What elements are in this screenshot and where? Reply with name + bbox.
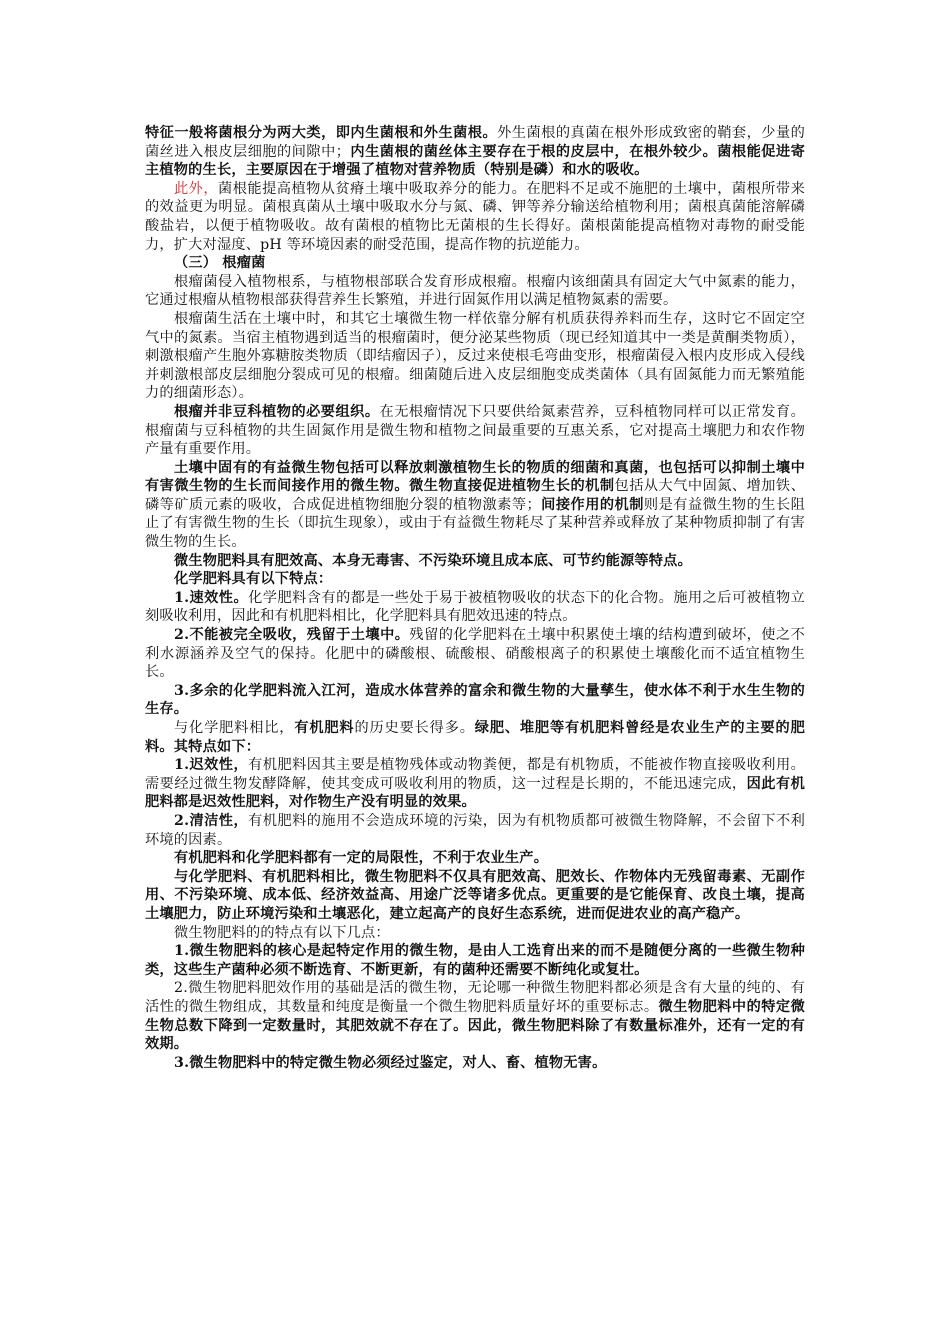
- paragraph-nodule: [145, 403, 805, 459]
- paragraph-rhizobia-life: 根瘤菌生活在土壤中时，和其它土壤微生物一样依靠分解有机质获得养料而生存，这时它不固定空气中的氮素。当宿主植物遇到适当的根瘤菌时，便分泌某些物质（现已经知道其中一类是黄酮类物质），刺激根瘤产生胞外寡糖胺类物质（即结瘤因子），反过来使根毛弯曲变形，根瘤菌侵入根内皮形成入侵线并刺激根部皮层细胞分裂成可见的根瘤。细菌随后进入皮层细胞变成类菌体（具有固氮能力而无繁殖能力的细菌形态）。: [145, 310, 805, 402]
- paragraph-mycorrhiza-benefits: [145, 180, 805, 254]
- bold-text: 土壤中固有的有益微生物包括可以释放刺激植物生长的物质的细菌和真菌，也包括可以抑制土壤中有害微生物的生长而间接作用的微生物。微生物直接促进植物生长的机制: [145, 459, 805, 495]
- body-text: 包括从大气中固氮、增加铁、磷等矿质元素的吸收，合成促进植物细胞分裂的植物激素等；: [145, 478, 805, 513]
- bold-text: 根瘤并非豆科植物的必要组织。: [174, 403, 380, 420]
- body-text: 的历史要长得多。: [354, 720, 475, 736]
- bold-text: 1.速效性。: [174, 589, 249, 606]
- bold-text: 微生物肥料中的特定微生物总数下降到一定数量时，其肥效就不存在了。因此，微生物肥料除了有数量标准外，还有一定的有效期。: [145, 998, 805, 1053]
- body-text: 与化学肥料相比，: [174, 720, 295, 736]
- paragraph-chemical-fertilizer-title: 化学肥料具有以下特点：: [174, 571, 333, 588]
- highlight-text: 此外，: [174, 180, 219, 197]
- bold-text: 2.清洁性，: [174, 812, 249, 829]
- body-text: 2.微生物肥料肥效作用的基础是活的微生物，无论哪一种微生物肥料都必须是含有大量的纯的、有活性的微生物组成，其数量和纯度是衡量一个微生物肥料质量好坏的重要标志。: [145, 980, 805, 1015]
- bold-text: 1.迟效性，: [174, 757, 249, 774]
- bold-text: 内生菌根的菌丝体主要存在于根的皮层中，在根外较少。菌根能促进寄主植物的生长，主要原因在于增强了植物对营养物质（特别是磷）和水的吸收。: [145, 143, 805, 179]
- paragraph-limitations: 有机肥料和化学肥料都有一定的局限性，不利于农业生产。: [174, 850, 549, 867]
- section-heading: （三） 根瘤菌: [174, 255, 266, 272]
- paragraph-chem-point-2: [145, 626, 805, 682]
- paragraph-microbial-point-2: [145, 979, 805, 1053]
- paragraph-organic-point-1: [145, 756, 805, 812]
- paragraph-mycorrhiza-types: [145, 124, 805, 180]
- body-text: 菌根能提高植物从贫瘠土壤中吸取养分的能力。在肥料不足或不施肥的土壤中，菌根所带来的效益更为明显。菌根真菌从土壤中吸取水分与氮、磷、钾等养分输送给植物利用；菌根真菌能溶解磷酸盐岩，以便于植物吸收。故有菌根的植物比无菌根的生长得好。菌根菌能提高植物对毒物的耐受能力，扩大对湿度、pH 等环境因素的耐受范围，提高作物的抗逆能力。: [145, 180, 805, 253]
- body-text: 残留的化学肥料在土壤中积累使土壤的结构遭到破坏，使之不利水源涵养及空气的保持。化肥中的磷酸根、硫酸根、硝酸根离子的积累使土壤酸化而不适宜植物生长。: [145, 627, 805, 681]
- document-page: [145, 124, 805, 1072]
- body-text: 有机肥料因其主要是植物残体或动物粪便，都是有机物质，不能被作物直接吸收利用。需要经过微生物发酵降解，使其变成可吸收利用的物质，这一过程是长期的，不能迅速完成，: [145, 757, 805, 792]
- paragraph-microbial-features-title: 微生物肥料的的特点有以下几点：: [174, 924, 390, 941]
- body-text: 化学肥料含有的都是一些处于易于被植物吸收的状态下的化合物。施用之后可被植物立刻吸收利用，因此和有机肥料相比，化学肥料具有肥效迅速的特点。: [145, 589, 805, 625]
- body-text: 在无根瘤情况下只要供给氮素营养，豆科植物同样可以正常发育。根瘤菌与豆科植物的共生固氮作用是微生物和植物之间最重要的互惠关系，它对提高土壤肥力和农作物产量有重要作用。: [145, 403, 805, 458]
- body-text: 则是有益微生物的生长阻止了有害微生物的生长（即抗生现象），或由于有益微生物耗尽了某种营养或释放了某种物质抑制了有害微生物的生长。: [145, 496, 806, 551]
- body-text: 外生菌根的真菌在根外形成致密的鞘套，少量的菌丝进入根皮层细胞的间隙中；: [145, 125, 805, 160]
- bold-text: 有机肥料: [294, 720, 355, 736]
- bold-text: 绿肥、堆肥等有机肥料曾经是农业生产的主要的肥料。其特点如下：: [145, 720, 805, 755]
- bold-text: 间接作用的机制: [540, 496, 644, 513]
- paragraph-microbial-point-1: 1.微生物肥料的核心是起特定作用的微生物，是由人工选育出来的而不是随便分离的一些微生物种类，这些生产菌种必须不断选育、不断更新，有的菌种还需要不断纯化或复壮。: [145, 943, 805, 978]
- paragraph-organic-point-2: [145, 812, 805, 849]
- paragraph-organic-fertilizer-intro: [145, 719, 805, 756]
- paragraph-rhizobia-intro: 根瘤菌侵入植物根系，与植物根部联合发育形成根瘤。根瘤内该细菌具有固定大气中氮素的能力，它通过根瘤从植物根部获得营养生长繁殖，并进行固氮作用以满足植物氮素的需要。: [145, 273, 805, 309]
- body-text: 有机肥料的施用不会造成环境的污染，因为有机物质都可被微生物降解，不会留下不利环境的因素。: [145, 812, 805, 848]
- paragraph-microbial-advantages: 与化学肥料、有机肥料相比，微生物肥料不仅具有肥效高、肥效长、作物体内无残留毒素、无副作用、不污染环境、成本低、经济效益高、用途广泛等诸多优点。更重要的是它能保育、改良土壤，提高土壤肥力，防止环境污染和土壤恶化，建立起高产的良好生态系统，进而促进农业的高产稳产。: [145, 868, 805, 922]
- paragraph-microbial-point-3: 3.微生物肥料中的特定微生物必须经过鉴定，对人、畜、植物无害。: [174, 1054, 607, 1071]
- paragraph-soil-microbes: [145, 459, 805, 552]
- paragraph-microbial-fertilizer-features: 微生物肥料具有肥效高、本身无毒害、不污染环境且成本底、可节约能源等特点。: [174, 552, 692, 569]
- bold-text: 因此有机肥料都是迟效性肥料，对作物生产没有明显的效果。: [145, 775, 805, 811]
- bold-text: 特征一般将菌根分为两大类，即内生菌根和外生菌根。: [145, 125, 498, 141]
- paragraph-chem-point-1: [145, 589, 805, 626]
- bold-text: 2.不能被完全吸收，残留于土壤中。: [174, 627, 410, 644]
- paragraph-chem-point-3: 3.多余的化学肥料流入江河，造成水体营养的富余和微生物的大量孳生，使水体不利于水生生物的生存。: [145, 682, 805, 718]
